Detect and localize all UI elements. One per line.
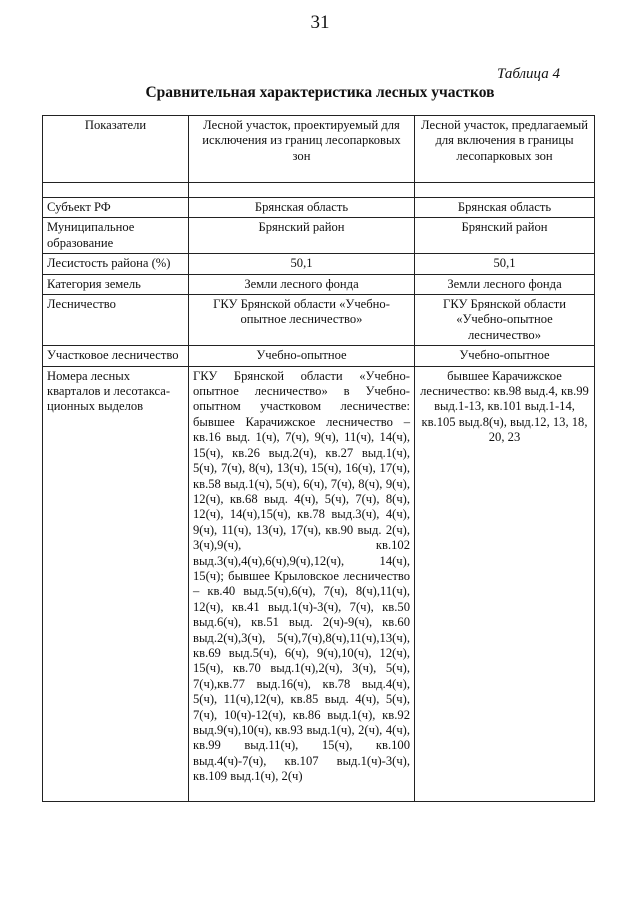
table-row (43, 274, 595, 294)
row-label: Субъект РФ (43, 198, 189, 218)
table-label: Таблица 4 (497, 66, 560, 82)
row-value-included: Брянский район (415, 218, 595, 254)
row-value-included: ГКУ Брянской области «Учебно-опытное лесничество» (415, 295, 595, 346)
table-row (43, 254, 595, 274)
row-value-excluded: 50,1 (189, 254, 415, 274)
row-value-included: бывшее Карачижское лесничество: кв.98 выд.4, кв.99 выд.1-13, кв.101 выд.1-14, кв.105 выд.8(ч), выд.12, 13, 18, 20, 23 (415, 366, 595, 801)
table-row (43, 198, 595, 218)
row-label: Лесничество (43, 295, 189, 346)
table-spacer-row (43, 183, 595, 198)
table-row (43, 218, 595, 254)
table-header-row (43, 116, 595, 183)
row-value-excluded: Брянский район (189, 218, 415, 254)
row-value-excluded: Брянская область (189, 198, 415, 218)
table-row (43, 346, 595, 366)
table-row (43, 366, 595, 801)
header-cell-indicators: Показатели (43, 116, 189, 183)
row-value-included: Учебно-опытное (415, 346, 595, 366)
page-number: 31 (310, 12, 330, 33)
header-cell-excluded-plot: Лесной участок, проектируемый для исключения из границ лесопарковых зон (189, 116, 415, 183)
header-cell-included-plot: Лесной участок, предлагаемый для включения в границы лесопарковых зон (415, 116, 595, 183)
row-value-included: Брянская область (415, 198, 595, 218)
row-label: Номера лесных кварталов и лесотакса-ционных выделов (43, 366, 189, 801)
table-row (43, 295, 595, 346)
row-value-excluded: Земли лесного фонда (189, 274, 415, 294)
row-value-included: 50,1 (415, 254, 595, 274)
row-label: Муниципальное образование (43, 218, 189, 254)
document-title: Сравнительная характеристика лесных участков (145, 84, 495, 101)
row-value-included: Земли лесного фонда (415, 274, 595, 294)
row-label: Категория земель (43, 274, 189, 294)
row-value-excluded: Учебно-опытное (189, 346, 415, 366)
row-label: Участковое лесничество (43, 346, 189, 366)
row-value-excluded: ГКУ Брянской области «Учебно-опытное лесничество» (189, 295, 415, 346)
comparison-table (42, 115, 595, 802)
row-label: Лесистость района (%) (43, 254, 189, 274)
row-value-excluded: ГКУ Брянской области «Учебно-опытное лесничество» в Учебно-опытном участковом лесничестве: бывшее Карачижское лесничество – кв.16 выд. 1(ч), 7(ч), 9(ч), 11(ч), 14(ч), 15(ч), кв.26 выд.2(ч), кв.27 выд.1(ч), 5(ч), 7(ч), 8(ч), 13(ч), 15(ч), 16(ч), 17(ч), кв.58 выд.1(ч), 5(ч), 6(ч), 7(ч), 8(ч), 9(ч), 12(ч), кв.68 выд. 4(ч), 5(ч), 7(ч), 8(ч), 12(ч), 14(ч),15(ч), кв.78 выд.3(ч), 4(ч), 9(ч), 11(ч), 13(ч), 17(ч), кв.90 выд. 2(ч), 3(ч),9(ч), кв.102 выд.3(ч),4(ч),6(ч),9(ч),12(ч), 14(ч), 15(ч); бывшее Крыловское лесничество – кв.40 выд.5(ч),6(ч), 7(ч), 8(ч),11(ч), 12(ч), кв.41 выд.1(ч)-3(ч), 7(ч), кв.50 выд.6(ч), кв.51 выд. 2(ч)-9(ч), кв.60 выд.2(ч),3(ч), 5(ч),7(ч),8(ч),11(ч),13(ч), кв.69 выд.5(ч), 6(ч), 9(ч),10(ч), 12(ч), 15(ч), кв.70 выд.1(ч),2(ч), 3(ч), 5(ч), 7(ч),кв.77 выд.16(ч), кв.78 выд.4(ч), 5(ч), 11(ч),12(ч), кв.85 выд. 4(ч), 5(ч), 7(ч), 10(ч)-12(ч), кв.86 выд.1(ч), кв.92 выд.9(ч),10(ч), кв.93 выд.1(ч), 2(ч), 4(ч), кв.99 выд.11(ч), 15(ч), кв.100 выд.4(ч)-7(ч), кв.107 выд.1(ч)-3(ч), кв.109 выд.1(ч), 2(ч) (189, 366, 415, 801)
